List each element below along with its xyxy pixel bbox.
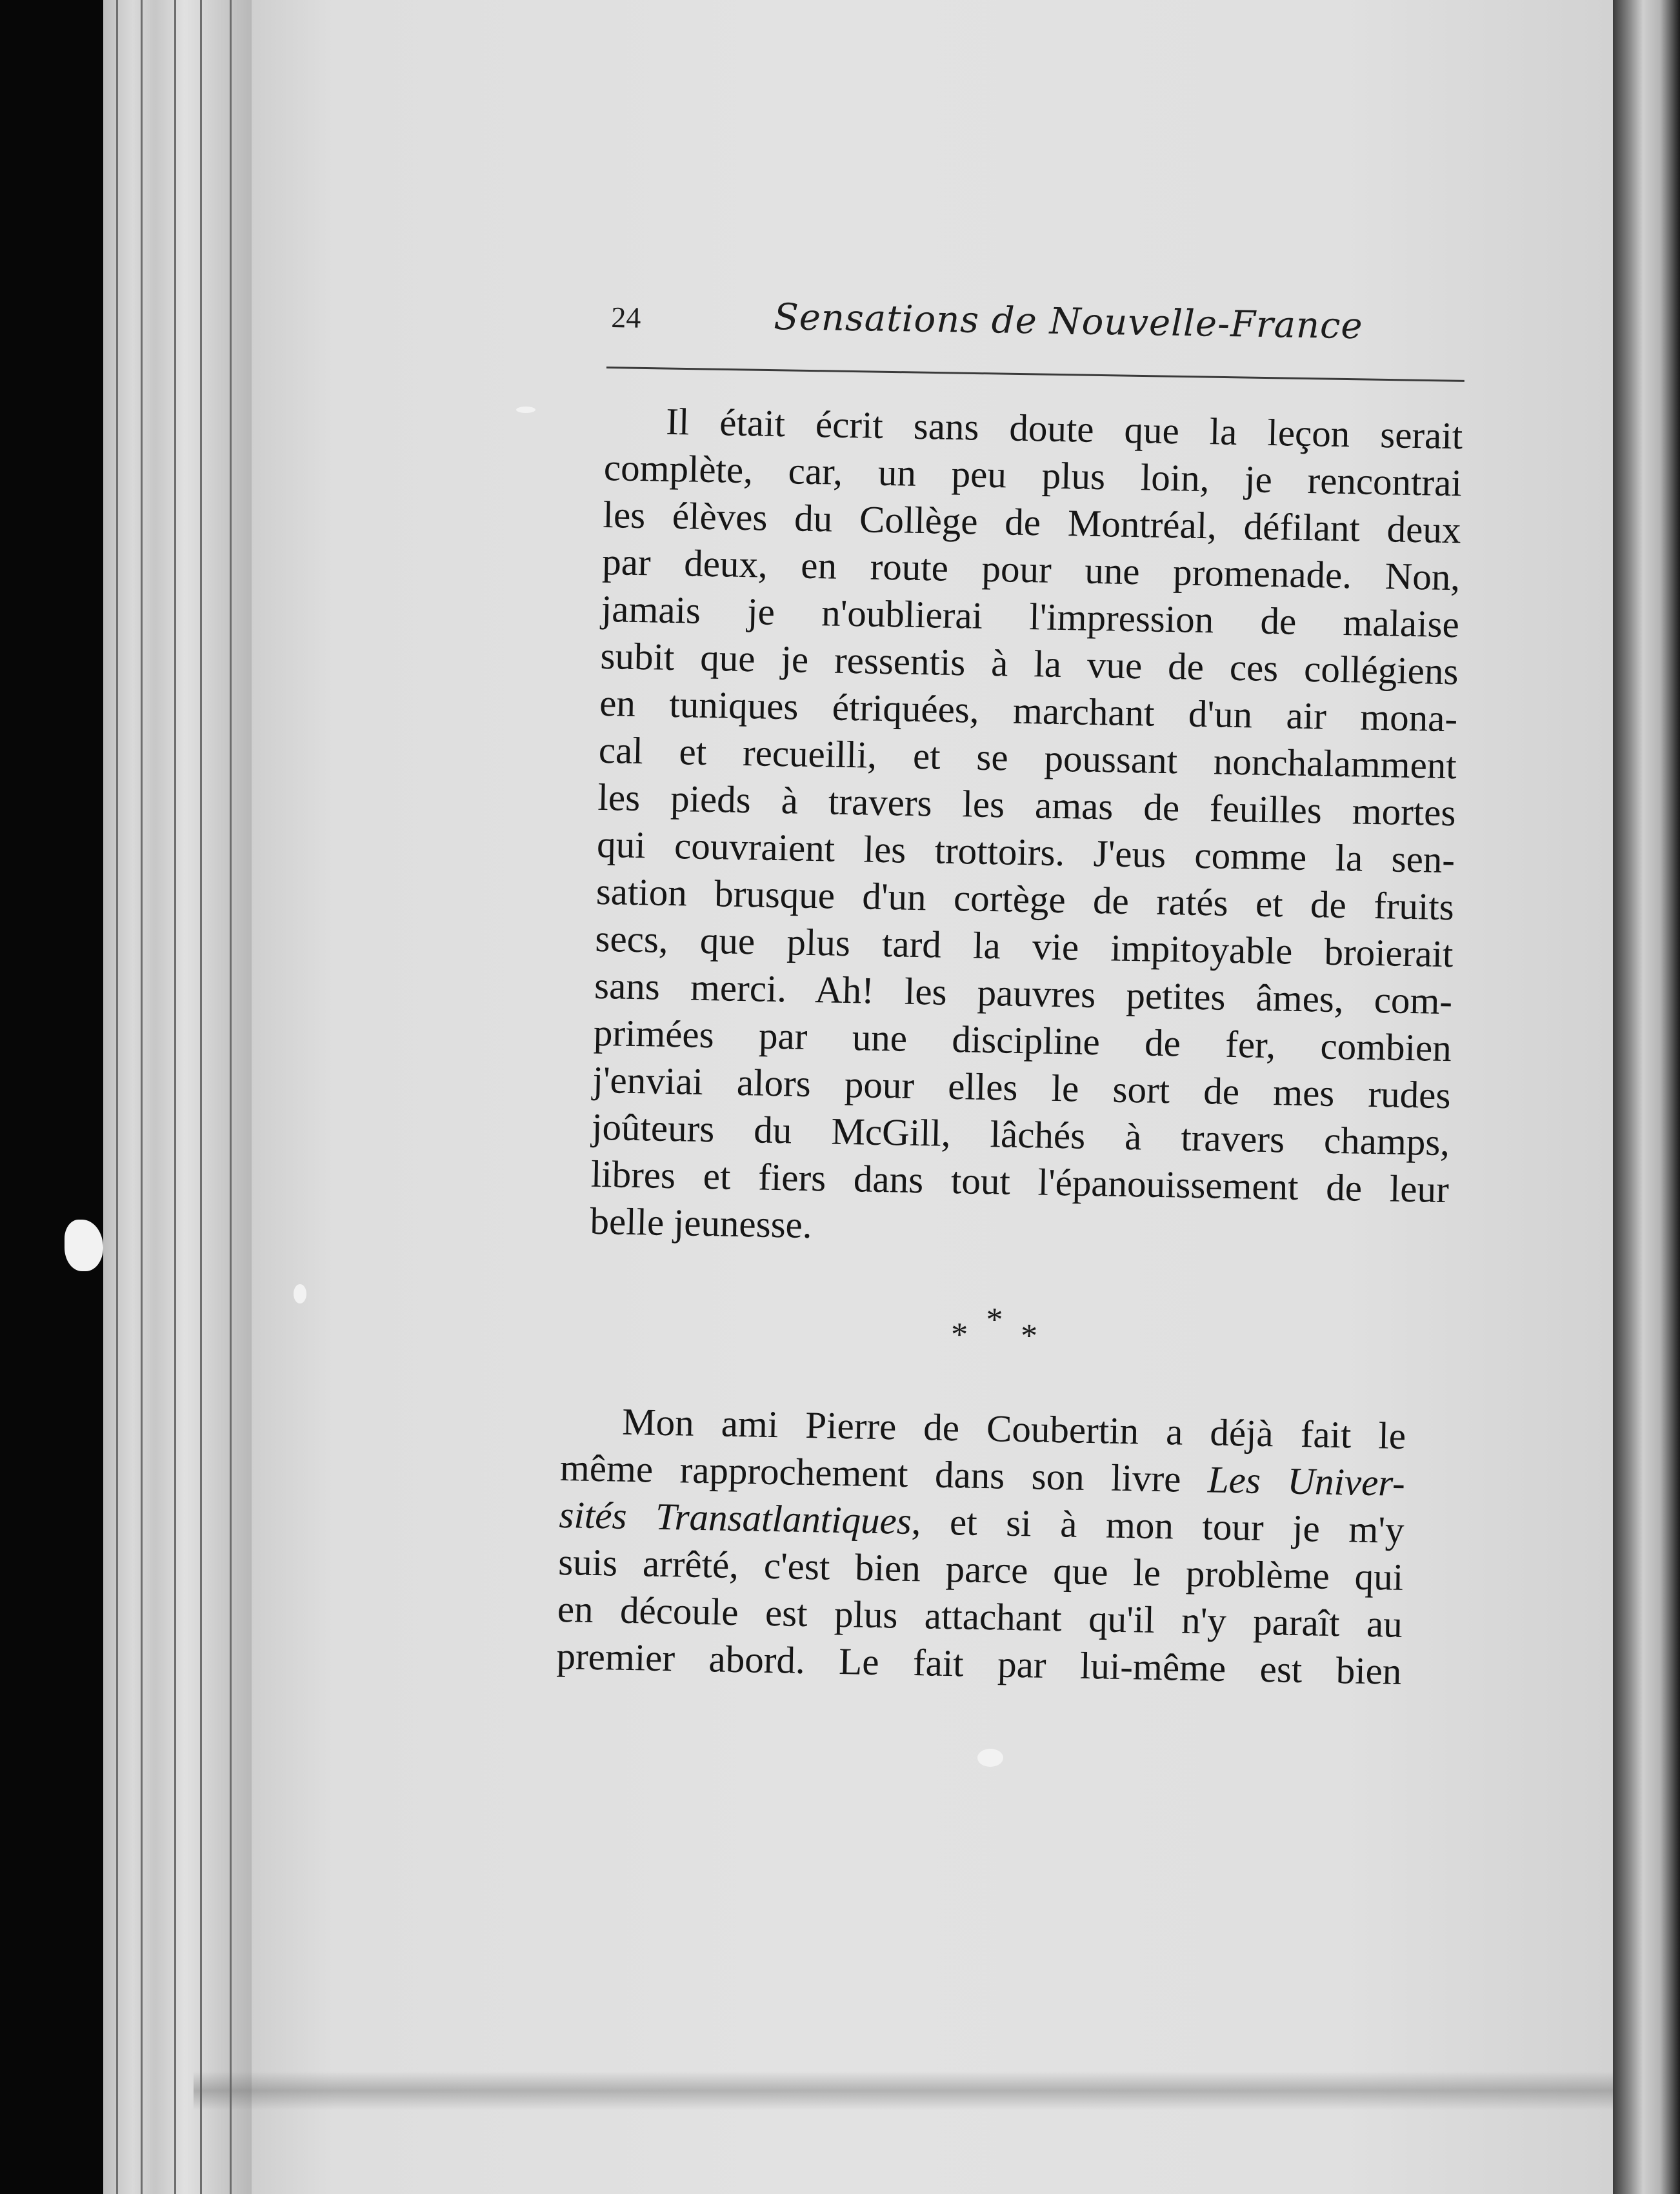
running-title: Sensations de Nouvelle-France [773, 296, 1364, 348]
page-edge-line [116, 0, 118, 2194]
text-line: belle jeunesse. [589, 1199, 813, 1247]
text-line: complète, car, un peu plus loin, je rencontrai [603, 445, 1463, 505]
asterisk: * [1020, 1317, 1038, 1355]
text-line: sans merci. Ah! les pauvres petites âmes, com- [594, 963, 1453, 1023]
text-line: jamais je n'oublierai l'impression de malaise [601, 587, 1460, 646]
paragraph-1 [590, 397, 1463, 1260]
book-edge-shadow [0, 0, 103, 2194]
page-stack-edge [103, 0, 252, 2194]
text-line: par deux, en route pour une promenade. Non, [601, 539, 1461, 599]
right-binding-edge [1613, 0, 1680, 2194]
text-line: Mon ami Pierre de Coubertin a déjà fait le [621, 1400, 1406, 1457]
text-line: primées par une discipline de fer, combien [593, 1011, 1452, 1070]
page-edge-line [141, 0, 143, 2194]
asterisk: * [985, 1301, 1003, 1339]
dust-speck [516, 407, 535, 413]
text-line: les élèves du Collège de Montréal, défilant deux [603, 492, 1462, 552]
text-line: libres et fiers dans tout l'épanouissement de leur [590, 1152, 1450, 1211]
section-separator [941, 1301, 1046, 1356]
book-title-italic: sités Transatlantiques [559, 1493, 912, 1542]
text-line: j'enviai alors pour elles le sort de mes rudes [592, 1058, 1451, 1117]
text-line: les pieds à travers les amas de feuilles mortes [597, 775, 1457, 834]
text-line: qui couvraient les trottoirs. J'eus comme la sen- [596, 822, 1455, 881]
text-line: subit que je ressentis à la vue de ces collégiens [600, 634, 1459, 693]
page-number: 24 [611, 300, 641, 334]
text-line: cal et recueilli, et se poussant nonchalamment [598, 728, 1457, 787]
text-line: en tuniques étriquées, marchant d'un air mona- [599, 681, 1458, 740]
page-edge-line [200, 0, 202, 2194]
book-title-italic: Les Univer- [1207, 1458, 1406, 1504]
text-line: joûteurs du McGill, lâchés à travers champs, [591, 1105, 1450, 1164]
dust-speck [977, 1749, 1003, 1767]
paragraph-2 [556, 1397, 1406, 1695]
page-edge-line [174, 0, 176, 2194]
asterisk: * [950, 1316, 968, 1354]
text-line: sation brusque d'un cortège de ratés et de fruits [595, 869, 1455, 929]
text-line: secs, que plus tard la vie impitoyable broierait [595, 916, 1454, 976]
dust-speck [294, 1284, 306, 1303]
text-line: premier abord. Le fait par lui-même est bien [556, 1634, 1403, 1693]
text-segment: , et si à mon tour je m'y [911, 1499, 1405, 1551]
page-edge-line [230, 0, 232, 2194]
page-bottom-shadow [194, 2071, 1613, 2110]
text-line: en découle est plus attachant qu'il n'y paraît au [557, 1587, 1403, 1646]
text-segment: même rapprochement dans son livre [559, 1445, 1208, 1501]
text-line: suis arrêté, c'est bien parce que le problème qui [557, 1540, 1404, 1598]
text-line: Il était écrit sans doute que la leçon serait [665, 399, 1463, 458]
